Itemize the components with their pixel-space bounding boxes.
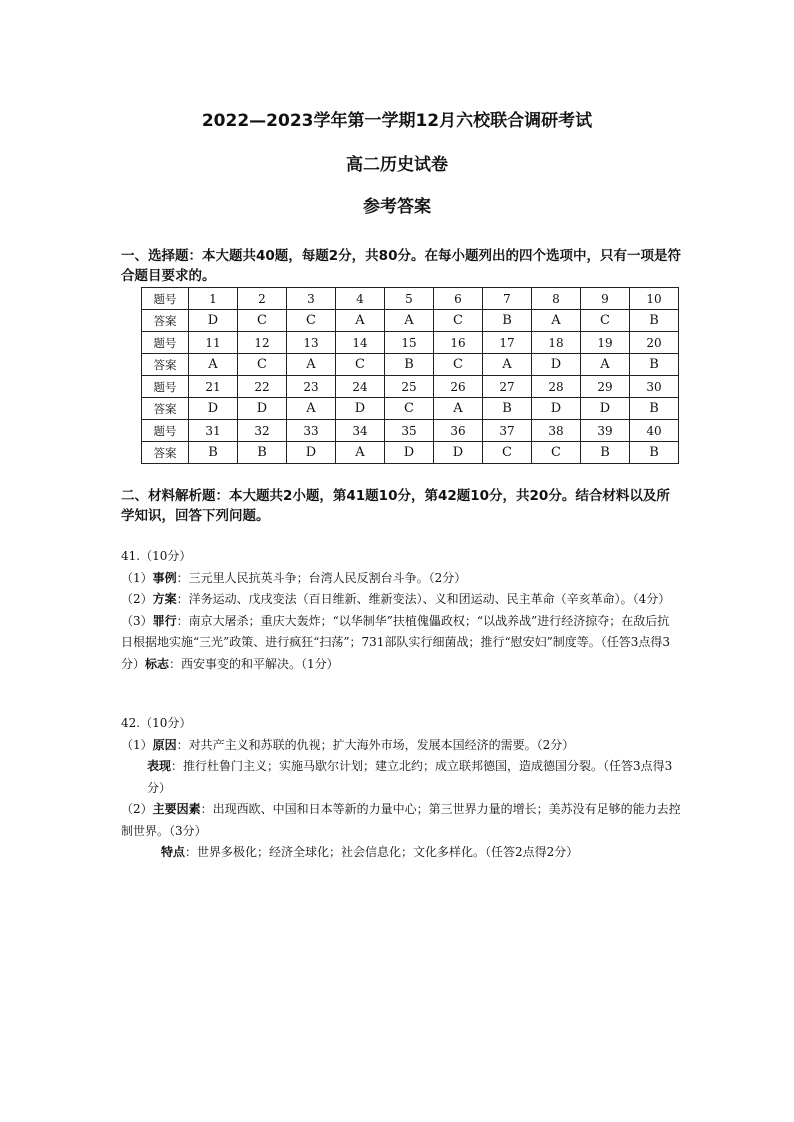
question-42-answer [121, 713, 681, 864]
question-number-cell: 23 [287, 376, 336, 398]
answer-cell: C [434, 310, 483, 332]
answer-cell: D [385, 442, 434, 464]
q41-part1-prefix: （1） [121, 570, 153, 585]
q42-part2-label: 主要因素 [152, 802, 201, 816]
answer-cell: D [189, 398, 238, 420]
question-number-row [142, 376, 679, 398]
question-number-cell: 11 [189, 332, 238, 354]
exam-title: 2022—2023学年第一学期12月六校联合调研考试 [201, 111, 593, 131]
row-label-question-number: 题号 [142, 288, 189, 310]
answer-cell: C [287, 310, 336, 332]
answer-cell: B [483, 310, 532, 332]
q42-part1 [121, 735, 681, 757]
answer-cell: A [434, 398, 483, 420]
answer-cell: B [630, 310, 679, 332]
answer-cell: B [581, 442, 630, 464]
answer-row [142, 442, 679, 464]
question-number-cell: 15 [385, 332, 434, 354]
q41-title: 41.（10分） [121, 549, 192, 563]
answer-cell: D [336, 398, 385, 420]
answer-cell: D [434, 442, 483, 464]
answer-cell: D [238, 398, 287, 420]
question-number-row [142, 332, 679, 354]
question-number-cell: 17 [483, 332, 532, 354]
answer-row [142, 398, 679, 420]
answer-row [142, 310, 679, 332]
question-number-cell: 21 [189, 376, 238, 398]
q41-part3-text2: ：西安事变的和平解决。（1分） [169, 656, 339, 671]
question-number-cell: 35 [385, 420, 434, 442]
q41-part2 [121, 589, 681, 611]
answer-cell: A [532, 310, 581, 332]
answer-cell: A [581, 354, 630, 376]
question-number-cell: 22 [238, 376, 287, 398]
exam-subtitle: 高二历史试卷 [346, 155, 448, 175]
question-number-cell: 18 [532, 332, 581, 354]
question-number-cell: 20 [630, 332, 679, 354]
question-number-cell: 9 [581, 288, 630, 310]
q42-part2b [121, 842, 681, 864]
row-label-question-number: 题号 [142, 376, 189, 398]
answer-cell: B [630, 398, 679, 420]
q41-part3-prefix: （3） [121, 613, 153, 628]
answer-cell: C [532, 442, 581, 464]
answer-cell: C [336, 354, 385, 376]
question-number-cell: 24 [336, 376, 385, 398]
answer-cell: A [336, 442, 385, 464]
row-label-question-number: 题号 [142, 420, 189, 442]
question-number-cell: 32 [238, 420, 287, 442]
section1-heading: 一、选择题：本大题共40题，每题2分，共80分。在每小题列出的四个选项中，只有一项是符合题目要求的。 [121, 248, 681, 284]
question-number-cell: 27 [483, 376, 532, 398]
question-number-cell: 7 [483, 288, 532, 310]
question-number-cell: 16 [434, 332, 483, 354]
answer-cell: A [189, 354, 238, 376]
section2-heading: 二、材料解析题：本大题共2小题，第41题10分，第42题10分，共20分。结合材料以及所学知识，回答下列问题。 [121, 488, 670, 524]
answer-cell: D [287, 442, 336, 464]
q42-part2b-label: 特点 [161, 845, 186, 859]
question-number-cell: 39 [581, 420, 630, 442]
answer-cell: C [581, 310, 630, 332]
answer-cell: D [581, 398, 630, 420]
answer-cell: C [238, 310, 287, 332]
q41-part1 [121, 568, 681, 590]
q42-part1b-label: 表现 [147, 759, 172, 773]
question-number-row [142, 420, 679, 442]
q41-part2-text: ：洋务运动、戊戌变法（百日维新、维新变法）、义和团运动、民主革命（辛亥革命）。（4分） [176, 592, 671, 606]
answer-cell: B [189, 442, 238, 464]
question-number-cell: 29 [581, 376, 630, 398]
q41-part3-label: 罪行 [152, 613, 177, 628]
question-number-cell: 37 [483, 420, 532, 442]
q41-part3-text: ：南京大屠杀；重庆大轰炸；“以华制华”扶植傀儡政权；“以战养战”进行经济掠夺；在敌后抗日根据地实施“三光”政策、进行疯狂“扫荡”；731部队实行细菌战；推行“慰安妇”制度等。（任答3点得3分） [121, 613, 670, 671]
answer-cell: A [287, 398, 336, 420]
q42-part1-prefix: （1） [121, 737, 153, 752]
q42-part2-prefix: （2） [121, 802, 153, 816]
question-number-cell: 26 [434, 376, 483, 398]
question-number-cell: 38 [532, 420, 581, 442]
answer-cell: A [385, 310, 434, 332]
q42-title: 42.（10分） [121, 716, 192, 730]
question-number-cell: 4 [336, 288, 385, 310]
answer-table [141, 287, 679, 464]
q41-part2-prefix: （2） [121, 592, 153, 606]
question-number-cell: 10 [630, 288, 679, 310]
row-label-answer: 答案 [142, 310, 189, 332]
question-number-cell: 12 [238, 332, 287, 354]
question-number-cell: 5 [385, 288, 434, 310]
answer-cell: C [238, 354, 287, 376]
q41-part3 [121, 611, 681, 676]
q42-part1b-text: ：推行杜鲁门主义；实施马歇尔计划；建立北约；成立联邦德国，造成德国分裂。（任答3点得3分） [147, 759, 673, 795]
question-number-cell: 25 [385, 376, 434, 398]
answer-cell: A [336, 310, 385, 332]
answer-cell: A [483, 354, 532, 376]
q42-part2 [121, 799, 681, 842]
row-label-answer: 答案 [142, 398, 189, 420]
question-number-cell: 13 [287, 332, 336, 354]
row-label-answer: 答案 [142, 442, 189, 464]
question-41-answer [121, 546, 681, 675]
question-number-row [142, 288, 679, 310]
answer-cell: B [630, 354, 679, 376]
question-number-cell: 30 [630, 376, 679, 398]
answer-row [142, 354, 679, 376]
question-number-cell: 34 [336, 420, 385, 442]
q42-part1b [121, 756, 681, 799]
row-label-answer: 答案 [142, 354, 189, 376]
question-number-cell: 1 [189, 288, 238, 310]
question-number-cell: 2 [238, 288, 287, 310]
question-number-cell: 36 [434, 420, 483, 442]
answer-cell: D [189, 310, 238, 332]
q41-part1-label: 事例 [152, 570, 177, 585]
answer-cell: B [238, 442, 287, 464]
answer-cell: B [630, 442, 679, 464]
question-number-cell: 33 [287, 420, 336, 442]
answer-cell: D [532, 398, 581, 420]
question-number-cell: 8 [532, 288, 581, 310]
q41-part2-label: 方案 [152, 592, 177, 606]
q42-part2b-text: ：世界多极化；经济全球化；社会信息化；文化多样化。（任答2点得2分） [185, 845, 579, 859]
q41-part3-label2: 标志 [145, 656, 170, 671]
q41-part1-text: ：三元里人民抗英斗争；台湾人民反割台斗争。（2分） [176, 570, 467, 585]
doc-type-heading: 参考答案 [363, 197, 431, 217]
answer-cell: B [385, 354, 434, 376]
question-number-cell: 6 [434, 288, 483, 310]
q42-part1-label: 原因 [152, 737, 177, 752]
question-number-cell: 14 [336, 332, 385, 354]
q42-part1-text: ：对共产主义和苏联的仇视；扩大海外市场，发展本国经济的需要。（2分） [176, 737, 575, 752]
question-number-cell: 40 [630, 420, 679, 442]
answer-cell: C [483, 442, 532, 464]
answer-cell: D [532, 354, 581, 376]
row-label-question-number: 题号 [142, 332, 189, 354]
question-number-cell: 3 [287, 288, 336, 310]
question-number-cell: 31 [189, 420, 238, 442]
question-number-cell: 28 [532, 376, 581, 398]
question-number-cell: 19 [581, 332, 630, 354]
answer-cell: B [483, 398, 532, 420]
q42-part2-text: ：出现西欧、中国和日本等新的力量中心；第三世界力量的增长；美苏没有足够的能力去控制世界。（3分） [121, 802, 681, 838]
answer-cell: A [287, 354, 336, 376]
answer-cell: C [434, 354, 483, 376]
answer-cell: C [385, 398, 434, 420]
